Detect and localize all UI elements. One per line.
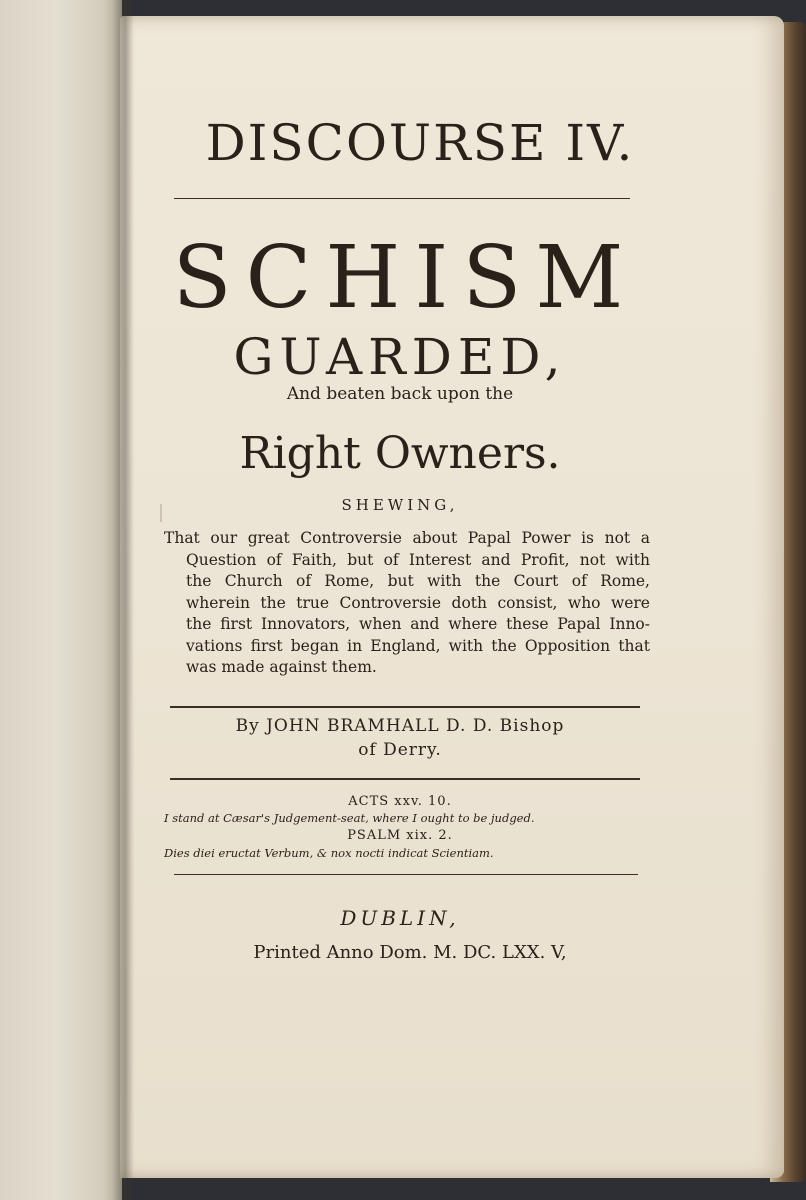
rule-above-imprint: [174, 874, 638, 875]
citation-ref-psalm: PSALM xix. 2.: [347, 828, 453, 843]
author-line: By JOHN BRAMHALL D. D. Bishop: [235, 716, 565, 736]
description-line: was made against them.: [186, 658, 377, 676]
description-line: wherein the true Controversie doth consist, who were: [186, 593, 650, 612]
description-line: the first Innovators, when and where these Papal Inno-: [186, 615, 650, 633]
rule-above-author: [170, 706, 640, 708]
description-line: Question of Faith, but of Interest and Profit, not with: [186, 550, 650, 569]
imprint-line: Printed Anno Dom. M. DC. LXX. V,: [253, 942, 567, 963]
margin-mark: [160, 504, 162, 522]
book-gutter: [112, 0, 134, 1200]
discourse-heading: DISCOURSE IV.: [205, 114, 635, 172]
place-of-publication: DUBLIN,: [340, 906, 460, 930]
citation-text-acts: I stand at Cæsar's Judgement-seat, where I ought to be judged.: [164, 811, 535, 825]
title-page: [120, 16, 784, 1178]
rule-below-author: [170, 778, 640, 780]
description-paragraph: [164, 528, 650, 679]
title-schism: SCHISM: [172, 228, 638, 328]
author-see: of Derry.: [358, 740, 442, 760]
shewing-label: SHEWING,: [341, 496, 459, 514]
description-line: vations first began in England, with the Opposition that: [186, 636, 650, 655]
title-guarded: GUARDED,: [233, 328, 567, 386]
title-right-owners: Right Owners.: [239, 428, 561, 479]
description-line: the Church of Rome, but with the Court of Rome,: [186, 572, 650, 590]
left-page-edge: [0, 0, 122, 1200]
citation-text-psalm: Dies diei eructat Verbum, & nox nocti indicat Scientiam.: [164, 846, 494, 860]
description-line: That our great Controversie about Papal Power is not a: [164, 529, 650, 547]
citation-ref-acts: ACTS xxv. 10.: [348, 794, 452, 809]
rule-top: [174, 198, 630, 199]
subtitle-line: And beaten back upon the: [286, 384, 514, 404]
